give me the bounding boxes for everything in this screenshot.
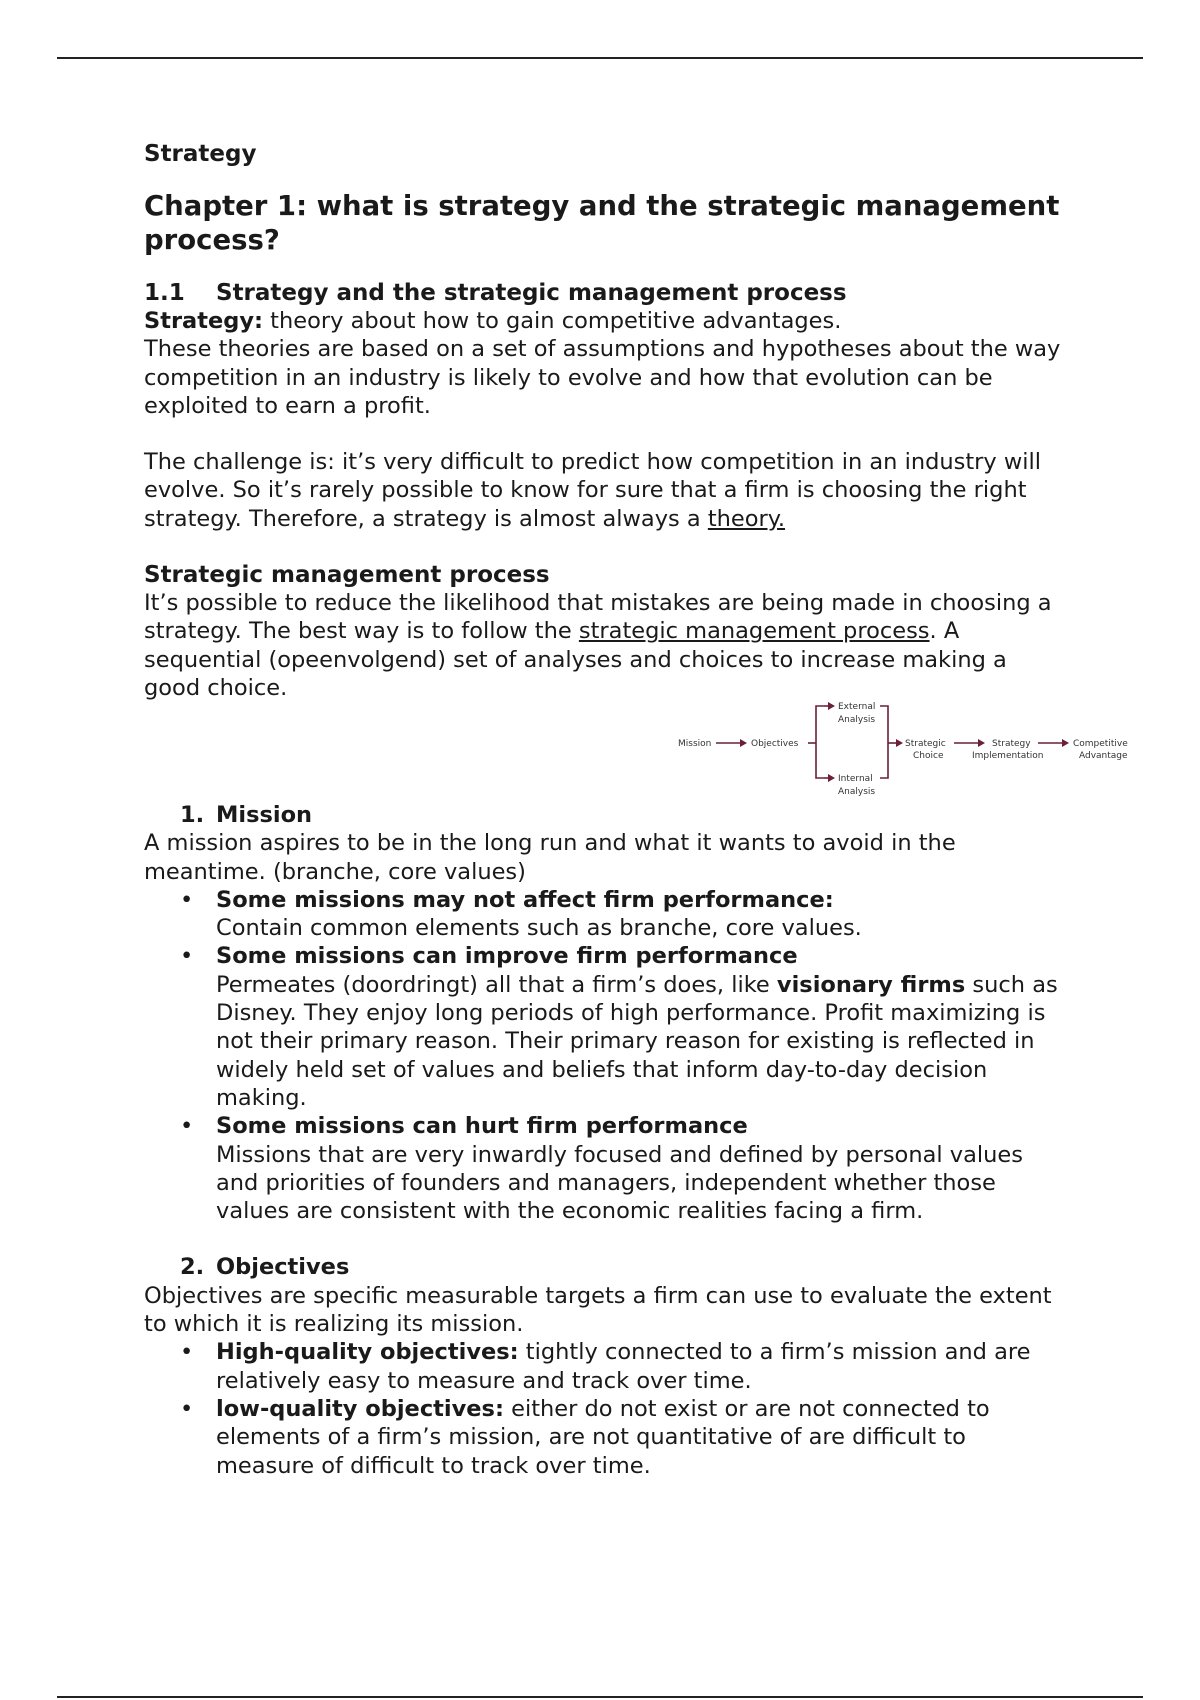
smp-text-1: It’s possible to reduce the likelihood that mistakes are being made in choosing a strategy. The best way is to follow the: [144, 590, 1052, 645]
strategic-management-process-diagram: [676, 696, 1196, 802]
document-page: [144, 140, 1064, 702]
diagram-bracket: [880, 706, 888, 778]
smp-paragraph: [144, 589, 1064, 702]
list-item: [144, 1395, 1064, 1480]
list-item: [144, 942, 1064, 1112]
section-number: 1.1: [144, 280, 185, 306]
section-heading: [144, 279, 1064, 307]
diagram-node-implementation-1: Strategy: [992, 739, 1031, 749]
diagram-node-internal-2: Analysis: [838, 787, 876, 797]
diagram-group: [678, 702, 1128, 797]
diagram-bracket: [816, 706, 824, 778]
mission-bullets: [144, 886, 1064, 1226]
footer-rule: [57, 1696, 1143, 1698]
bullet-body: [216, 971, 1064, 1112]
diagram-arrowhead: [740, 739, 747, 747]
diagram-node-mission: Mission: [678, 739, 712, 749]
diagram-node-implementation-2: Implementation: [972, 751, 1044, 761]
list-item: [144, 1112, 1064, 1225]
bullet-body-post: such as Disney. They enjoy long periods of high performance. Profit maximizing is not their primary reason. Their primary reason for existing is reflected in widely held set of values and beliefs that inform day-to-day decision making.: [216, 971, 1058, 1111]
diagram-node-internal-1: Internal: [838, 774, 873, 784]
diagram-arrowhead: [978, 739, 985, 747]
diagram-arrowhead: [1062, 739, 1069, 747]
diagram-node-external-1: External: [838, 702, 876, 712]
bullet-heading: • Some missions may not affect firm performance:: [216, 886, 834, 913]
list-item: [144, 886, 1064, 943]
header-rule: [57, 57, 1143, 59]
diagram-arrowhead: [896, 739, 903, 747]
strategy-paragraph: These theories are based on a set of assumptions and hypotheses about the way competition in an industry is likely to evolve and how that evolution can be exploited to earn a profit.: [144, 336, 1061, 419]
section-title: Strategy and the strategic management process: [216, 280, 847, 306]
bullet-body: Missions that are very inwardly focused and defined by personal values and priorities of founders and managers, independent whether those values are consistent with the economic realities facing a firm.: [216, 1141, 1023, 1225]
list-item: [144, 1338, 1064, 1395]
bullet-heading: low-quality objectives:: [216, 1395, 504, 1422]
smp-link: strategic management process: [578, 618, 930, 645]
diagram-node-advantage-1: Competitive: [1073, 739, 1128, 749]
objectives-heading: [180, 1253, 1064, 1281]
bullet-heading: • Some missions can improve firm performance: [216, 943, 798, 970]
bullet-body: tightly connected to a firm’s mission and are relatively easy to measure and track over time.: [216, 1339, 1031, 1394]
document-title: Strategy: [144, 141, 257, 167]
mission-heading: [180, 801, 1064, 829]
smp-block: [144, 589, 1064, 702]
chapter-title: Chapter 1: what is strategy and the strategic management process?: [144, 190, 1060, 256]
mission-title: Mission: [216, 802, 313, 828]
mission-number: 1.: [180, 802, 205, 828]
objectives-number: 2.: [180, 1254, 205, 1281]
bullet-heading: • Some missions can hurt firm performance: [216, 1113, 748, 1140]
diagram-arrowhead: [828, 774, 835, 782]
challenge-text: The challenge is: it’s very difficult to predict how competition in an industry will evolve. So it’s rarely possible to know for sure that a firm is choosing the right strategy. Therefore, a strategy is almost always a: [144, 449, 1042, 532]
challenge-paragraph: [144, 448, 1064, 533]
strategy-label: Strategy:: [144, 308, 264, 334]
challenge-underlined: theory.: [707, 505, 786, 532]
diagram-node-choice-1: Strategic: [905, 739, 946, 749]
objectives-title: Objectives: [216, 1254, 350, 1281]
strategy-definition-text: theory about how to gain competitive advantages.: [263, 308, 842, 334]
diagram-node-objectives: Objectives: [751, 739, 799, 749]
diagram-node-external-2: Analysis: [838, 715, 876, 725]
smp-text-2: . A sequential (opeenvolgend) set of analyses and choices to increase making a good choice.: [144, 618, 1007, 701]
strategy-definition: [144, 307, 1064, 335]
bullet-body: Contain common elements such as branche, core values.: [216, 915, 862, 942]
diagram-arrowhead: [828, 702, 835, 710]
bullet-heading: High-quality objectives:: [216, 1339, 519, 1366]
bullet-body: either do not exist or are not connected to elements of a firm’s mission, are not quantitative of are difficult to measure of difficult to track over time.: [216, 1395, 990, 1479]
bullet-body-bold: visionary firms: [776, 971, 966, 998]
mission-paragraph: A mission aspires to be in the long run and what it wants to avoid in the meantime. (branche, core values): [144, 830, 956, 885]
objectives-paragraph: Objectives are specific measurable targets a firm can use to evaluate the extent to which it is realizing its mission.: [144, 1282, 1052, 1338]
diagram-node-advantage-2: Advantage: [1079, 751, 1128, 761]
diagram-node-choice-2: Choice: [913, 751, 944, 761]
objectives-bullets: [144, 1338, 1064, 1479]
smp-heading: Strategic management process: [144, 562, 550, 589]
bullet-body-pre: Permeates (doordringt) all that a firm’s does, like: [216, 971, 777, 998]
document-page-continued: [144, 801, 1064, 1480]
